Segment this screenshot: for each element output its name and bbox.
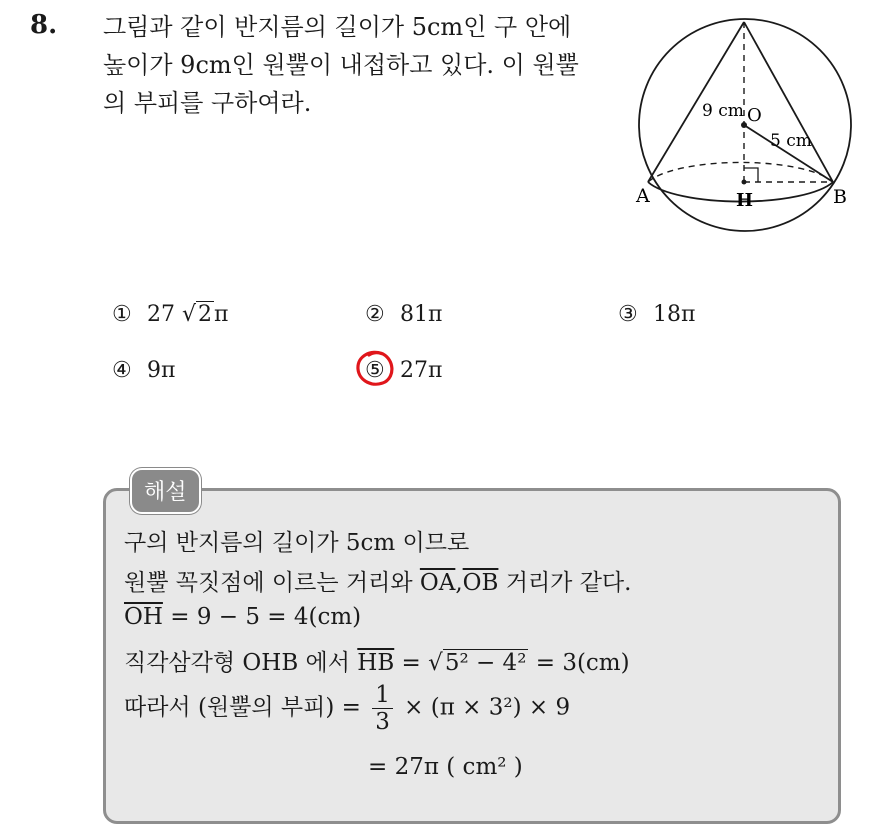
point-H <box>742 180 747 185</box>
comma: , <box>455 570 463 596</box>
choice-3[interactable] <box>618 302 695 327</box>
right-angle-mark <box>744 168 758 182</box>
choice-value: 9π <box>147 358 176 383</box>
fraction <box>372 682 393 735</box>
label-A: A <box>636 185 650 207</box>
equation: = 9 − 5 = 4(cm) <box>162 604 362 630</box>
text: 원뿔 꼭짓점에 이르는 거리와 <box>124 570 420 596</box>
segment-OA: $\overline{OA}$ <box>419 570 456 596</box>
solution-line-5 <box>124 682 570 735</box>
question-line: 그림과 같이 반지름의 길이가 5cm인 구 안에 <box>103 13 572 41</box>
choice-value: 27π <box>400 358 443 383</box>
choice-mark: ③ <box>618 302 638 327</box>
choice-value: 27 <box>147 302 175 327</box>
choice-mark: ⑤ <box>365 358 385 383</box>
label-B: B <box>833 186 847 208</box>
segment-HB: $\overline{HB}$ <box>357 650 395 676</box>
sphere-cone-figure <box>630 10 860 240</box>
choice-value: 81π <box>400 302 443 327</box>
result: = 3(cm) <box>528 650 630 676</box>
text: 직각삼각형 OHB 에서 <box>124 650 358 676</box>
pi-symbol: π <box>214 302 229 327</box>
segment-OH: $\overline{OH}$ <box>124 604 163 630</box>
text: 따라서 (원뿔의 부피) = <box>124 694 369 721</box>
sqrt-expression: √2 <box>182 302 213 327</box>
choice-4[interactable] <box>112 358 175 383</box>
solution-line-4 <box>124 644 630 677</box>
equals: = <box>394 650 429 676</box>
solution-line-2 <box>124 564 631 597</box>
answer-circle-mark <box>353 348 399 390</box>
text: 거리가 같다. <box>498 570 632 596</box>
solution-tag: 해설 <box>130 468 201 514</box>
solution-line-1: 구의 반지름의 길이가 5cm 이므로 <box>124 530 470 556</box>
choice-2[interactable] <box>365 302 442 327</box>
choice-mark: ② <box>365 302 385 327</box>
choice-value: 18π <box>653 302 696 327</box>
question-text <box>103 8 623 122</box>
choice-mark: ④ <box>112 358 132 383</box>
choice-1[interactable] <box>112 302 229 327</box>
choice-mark: ① <box>112 302 132 327</box>
denominator: 3 <box>375 709 390 735</box>
label-O: O <box>747 105 762 126</box>
question-number: 8. <box>30 10 58 40</box>
base-ellipse-back <box>648 162 833 182</box>
sqrt-expression: √5² − 4² <box>428 650 527 676</box>
question-line: 높이가 9cm인 원뿔이 내접하고 있다. 이 원뿔 <box>103 51 579 79</box>
answer-circle-stroke <box>358 352 392 384</box>
label-H: H <box>736 190 754 211</box>
radicand: 5² − 4² <box>444 650 527 676</box>
label-height: 9 cm <box>702 101 744 121</box>
solution-line-6: = 27π ( cm² ) <box>368 754 523 780</box>
segment-OB: $\overline{OB}$ <box>462 570 499 596</box>
radicand: 2 <box>198 302 213 327</box>
numerator: 1 <box>372 682 393 709</box>
cone-side-right <box>744 22 833 182</box>
question-line: 의 부피를 구하여라. <box>103 89 312 117</box>
expression: × (π × 3²) × 9 <box>396 694 571 721</box>
solution-line-3 <box>124 604 361 630</box>
label-radius: 5 cm <box>770 131 812 151</box>
